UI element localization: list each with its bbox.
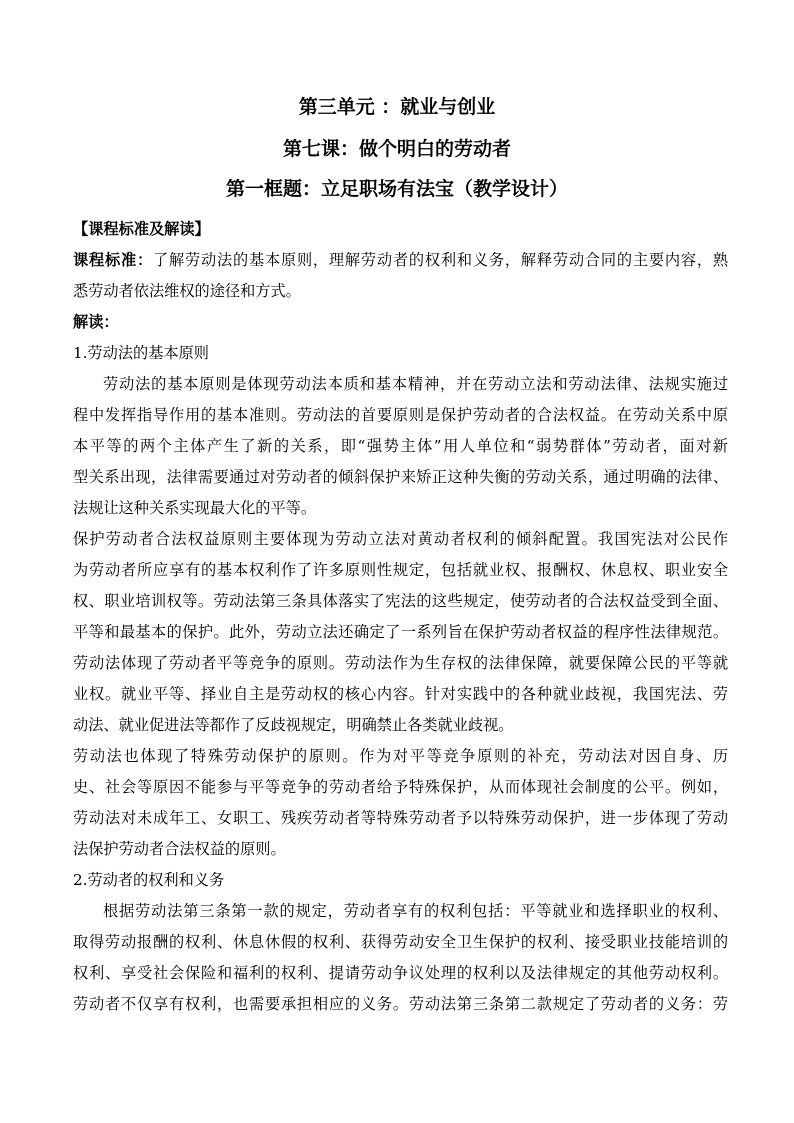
unit-title: 第三单元 ：就业与创业 [298,96,496,118]
paragraph-line: 本平等的两个主体产生了新的关系，即“强势主体”用人单位和“弱势群体”劳动者，面对新 [73,437,728,455]
standard-text-1: 了解劳动法的基本原则，理解劳动者的权利和义务，解释劳动合同的主要内容，熟 [152,251,728,269]
paragraph-line: 劳动法也体现了特殊劳动保护的原则。作为对平等竞争原则的补充，劳动法对因自身、历 [73,747,728,765]
section-heading: 【课程标准及解读】 [73,220,210,238]
standard-line-2: 悉劳动者依法维权的途径和方式。 [73,282,301,300]
paragraph-line: 动法、就业促进法等都作了反歧视规定，明确禁止各类就业歧视。 [73,716,514,734]
paragraph-line: 法规让这种关系实现最大化的平等。 [73,499,316,517]
paragraph-line: 劳动法体现了劳动者平等竞争的原则。劳动法作为生存权的法律保障，就要保障公民的平等就 [73,654,728,672]
paragraph-line: 程中发挥指导作用的基本准则。劳动法的首要原则是保护劳动者的合法权益。在劳动关系中原 [73,406,728,424]
paragraph-line: 劳动者不仅享有权利，也需要承担相应的义务。劳动法第三条第二款规定了劳动者的义务：劳 [73,995,728,1013]
paragraph-line: 取得劳动报酬的权利、休息休假的权利、获得劳动安全卫生保护的权利、接受职业技能培训的 [73,933,728,951]
point1-title: 1.劳动法的基本原则 [73,344,209,362]
document-body [73,214,728,1020]
paragraph-line: 业权。就业平等、择业自主是劳动权的核心内容。针对实践中的各种就业歧视，我国宪法、劳 [73,685,728,703]
paragraph-line: 劳动法对未成年工、女职工、残疾劳动者等特殊劳动者予以特殊劳动保护，进一步体现了劳动 [73,809,728,827]
paragraph-line: 法保护劳动者合法权益的原则。 [73,840,286,858]
paragraph-line: 权、职业培训权等。劳动法第三条具体落实了宪法的这些规定，使劳动者的合法权益受到全面、 [73,592,728,610]
standard-line-1 [73,245,728,276]
topic-title: 第一框题：立足职场有法宝（教学设计） [225,178,568,200]
paragraph-line: 为劳动者所应享有的基本权利作了许多原则性规定，包括就业权、报酬权、休息权、职业安全 [73,561,728,579]
point2-title: 2.劳动者的权利和义务 [73,871,225,889]
reading-label: 解读： [73,313,119,331]
paragraph-line: 保护劳动者合法权益原则主要体现为劳动立法对黄动者权利的倾斜配置。我国宪法对公民作 [73,530,728,548]
paragraph-line: 型关系出现，法律需要通过对劳动者的倾斜保护来矫正这种失衡的劳动关系，通过明确的法律、 [73,468,728,486]
paragraph-line: 根据劳动法第三条第一款的规定，劳动者享有的权利包括：平等就业和选择职业的权利、 [103,902,728,920]
paragraph-line: 权利、享受社会保险和福利的权利、提请劳动争议处理的权利以及法律规定的其他劳动权利。 [73,964,728,982]
standard-label: 课程标准： [73,251,153,269]
paragraph-line: 劳动法的基本原则是体现劳动法本质和基本精神，并在劳动立法和劳动法律、法规实施过 [103,375,728,393]
paragraph-line: 史、社会等原因不能参与平等竞争的劳动者给予特殊保护，从而体现社会制度的公平。例如， [73,778,728,796]
paragraph-line: 平等和最基本的保护。此外，劳动立法还确定了一系列旨在保护劳动者权益的程序性法律规范。 [73,623,728,641]
lesson-title: 第七课：做个明白的劳动者 [282,138,511,160]
